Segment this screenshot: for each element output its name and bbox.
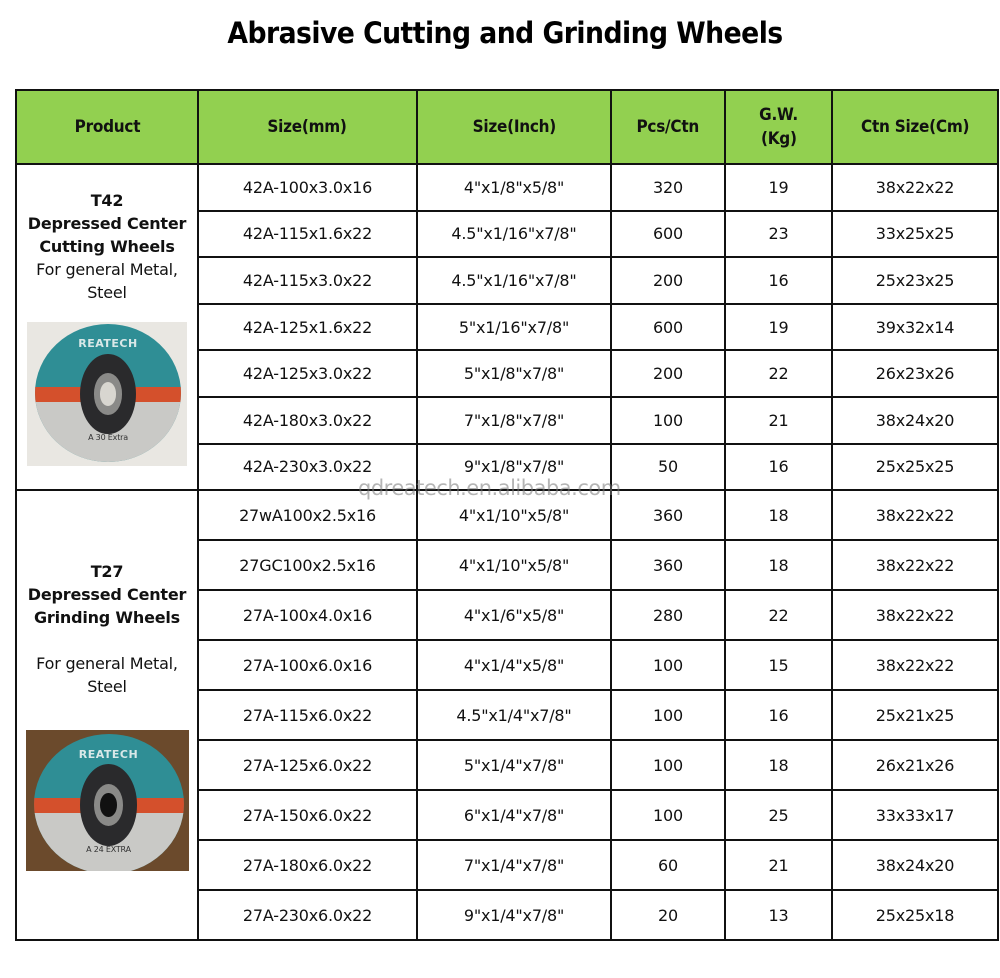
cutting-wheel-photo <box>27 322 187 466</box>
product-name-line1: Depressed Center <box>27 213 187 233</box>
cell-gw-kg: 22 <box>725 590 832 640</box>
cell-size-inch: 4.5"x1/4"x7/8" <box>417 690 611 740</box>
cell-size-inch: 5"x1/4"x7/8" <box>417 740 611 790</box>
cell-size-inch: 4"x1/6"x5/8" <box>417 590 611 640</box>
cell-size-inch: 5"x1/8"x7/8" <box>417 350 611 397</box>
cell-pcs-ctn: 20 <box>611 890 725 940</box>
cell-pcs-ctn: 100 <box>611 690 725 740</box>
column-header-size-mm: Size(mm) <box>198 90 417 164</box>
cell-size-inch: 5"x1/16"x7/8" <box>417 304 611 351</box>
cell-pcs-ctn: 360 <box>611 540 725 590</box>
cell-size-mm: 42A-100x3.0x16 <box>198 164 417 211</box>
column-header-ctn-size: Ctn Size(Cm) <box>832 90 998 164</box>
product-use-line2: Steel <box>87 676 127 696</box>
wheel-disc-icon: REATECH A 24 EXTRA <box>34 734 184 871</box>
cell-ctn-size: 38x22x22 <box>832 590 998 640</box>
cell-gw-kg: 22 <box>725 350 832 397</box>
cell-pcs-ctn: 600 <box>611 211 725 258</box>
watermark: qdreatech.en.alibaba.com <box>358 476 621 500</box>
cell-size-mm: 27A-125x6.0x22 <box>198 740 417 790</box>
cell-size-mm: 42A-230x3.0x22 <box>198 444 417 491</box>
cell-size-mm: 27A-180x6.0x22 <box>198 840 417 890</box>
cell-gw-kg: 15 <box>725 640 832 690</box>
cell-gw-kg: 16 <box>725 690 832 740</box>
page-title: Abrasive Cutting and Grinding Wheels <box>227 16 783 50</box>
cell-size-mm: 27A-100x4.0x16 <box>198 590 417 640</box>
cell-size-inch: 9"x1/8"x7/8" <box>417 444 611 491</box>
wheel-disc-icon: REATECH A 30 Extra <box>35 324 181 462</box>
product-spec-table <box>15 89 999 941</box>
column-header-gw-kg: G.W. (Kg) <box>725 90 832 164</box>
cell-size-inch: 4"x1/10"x5/8" <box>417 490 611 540</box>
cell-ctn-size: 38x22x22 <box>832 164 998 211</box>
product-name-line2: Grinding Wheels <box>33 607 180 627</box>
column-header-size-inch: Size(Inch) <box>417 90 611 164</box>
cell-size-inch: 4.5"x1/16"x7/8" <box>417 257 611 304</box>
cell-ctn-size: 26x23x26 <box>832 350 998 397</box>
cell-size-mm: 42A-115x1.6x22 <box>198 211 417 258</box>
cell-gw-kg: 16 <box>725 444 832 491</box>
cell-ctn-size: 25x21x25 <box>832 690 998 740</box>
table-row <box>16 164 998 211</box>
cell-ctn-size: 38x22x22 <box>832 490 998 540</box>
product-use-line1: For general Metal, <box>36 259 178 279</box>
cell-ctn-size: 25x25x25 <box>832 444 998 491</box>
cell-size-inch: 6"x1/4"x7/8" <box>417 790 611 840</box>
cell-size-inch: 7"x1/4"x7/8" <box>417 840 611 890</box>
cell-gw-kg: 13 <box>725 890 832 940</box>
cell-pcs-ctn: 50 <box>611 444 725 491</box>
product-name-line1: Depressed Center <box>27 584 187 604</box>
cell-ctn-size: 38x22x22 <box>832 640 998 690</box>
cell-gw-kg: 18 <box>725 540 832 590</box>
product-name-line2: Cutting Wheels <box>39 236 175 256</box>
cell-pcs-ctn: 100 <box>611 790 725 840</box>
cell-size-mm: 27GC100x2.5x16 <box>198 540 417 590</box>
product-code: T42 <box>90 190 124 210</box>
cell-pcs-ctn: 360 <box>611 490 725 540</box>
cell-gw-kg: 25 <box>725 790 832 840</box>
table-header-row <box>16 90 998 164</box>
cell-size-mm: 27A-100x6.0x16 <box>198 640 417 690</box>
cell-ctn-size: 25x23x25 <box>832 257 998 304</box>
cell-gw-kg: 23 <box>725 211 832 258</box>
cell-ctn-size: 38x24x20 <box>832 397 998 444</box>
cell-ctn-size: 38x24x20 <box>832 840 998 890</box>
cell-size-inch: 4.5"x1/16"x7/8" <box>417 211 611 258</box>
cell-size-inch: 4"x1/4"x5/8" <box>417 640 611 690</box>
cell-pcs-ctn: 320 <box>611 164 725 211</box>
cell-size-mm: 42A-115x3.0x22 <box>198 257 417 304</box>
cell-pcs-ctn: 200 <box>611 350 725 397</box>
cell-pcs-ctn: 600 <box>611 304 725 351</box>
cell-pcs-ctn: 100 <box>611 640 725 690</box>
cell-size-mm: 27A-230x6.0x22 <box>198 890 417 940</box>
cell-pcs-ctn: 280 <box>611 590 725 640</box>
cell-size-mm: 27wA100x2.5x16 <box>198 490 417 540</box>
cell-size-mm: 27A-115x6.0x22 <box>198 690 417 740</box>
cell-gw-kg: 19 <box>725 304 832 351</box>
cell-ctn-size: 25x25x18 <box>832 890 998 940</box>
cell-ctn-size: 39x32x14 <box>832 304 998 351</box>
cell-size-inch: 9"x1/4"x7/8" <box>417 890 611 940</box>
cell-gw-kg: 18 <box>725 740 832 790</box>
cell-gw-kg: 21 <box>725 397 832 444</box>
cell-size-inch: 7"x1/8"x7/8" <box>417 397 611 444</box>
cell-size-inch: 4"x1/10"x5/8" <box>417 540 611 590</box>
grinding-wheel-photo <box>26 730 189 871</box>
cell-ctn-size: 33x25x25 <box>832 211 998 258</box>
cell-size-inch: 4"x1/8"x5/8" <box>417 164 611 211</box>
product-use-line2: Steel <box>87 282 127 302</box>
cell-pcs-ctn: 100 <box>611 397 725 444</box>
cell-gw-kg: 21 <box>725 840 832 890</box>
cell-gw-kg: 19 <box>725 164 832 211</box>
cell-gw-kg: 18 <box>725 490 832 540</box>
cell-ctn-size: 38x22x22 <box>832 540 998 590</box>
cell-pcs-ctn: 100 <box>611 740 725 790</box>
cell-pcs-ctn: 200 <box>611 257 725 304</box>
cell-size-mm: 42A-125x3.0x22 <box>198 350 417 397</box>
product-cell-t42 <box>16 164 198 490</box>
product-cell-t27 <box>16 490 198 940</box>
table-row <box>16 490 998 540</box>
cell-size-mm: 27A-150x6.0x22 <box>198 790 417 840</box>
cell-size-mm: 42A-180x3.0x22 <box>198 397 417 444</box>
cell-gw-kg: 16 <box>725 257 832 304</box>
product-use-line1: For general Metal, <box>36 653 178 673</box>
product-code: T27 <box>90 561 124 581</box>
cell-pcs-ctn: 60 <box>611 840 725 890</box>
cell-ctn-size: 26x21x26 <box>832 740 998 790</box>
cell-ctn-size: 33x33x17 <box>832 790 998 840</box>
column-header-pcs-ctn: Pcs/Ctn <box>611 90 725 164</box>
column-header-product: Product <box>16 90 198 164</box>
cell-size-mm: 42A-125x1.6x22 <box>198 304 417 351</box>
